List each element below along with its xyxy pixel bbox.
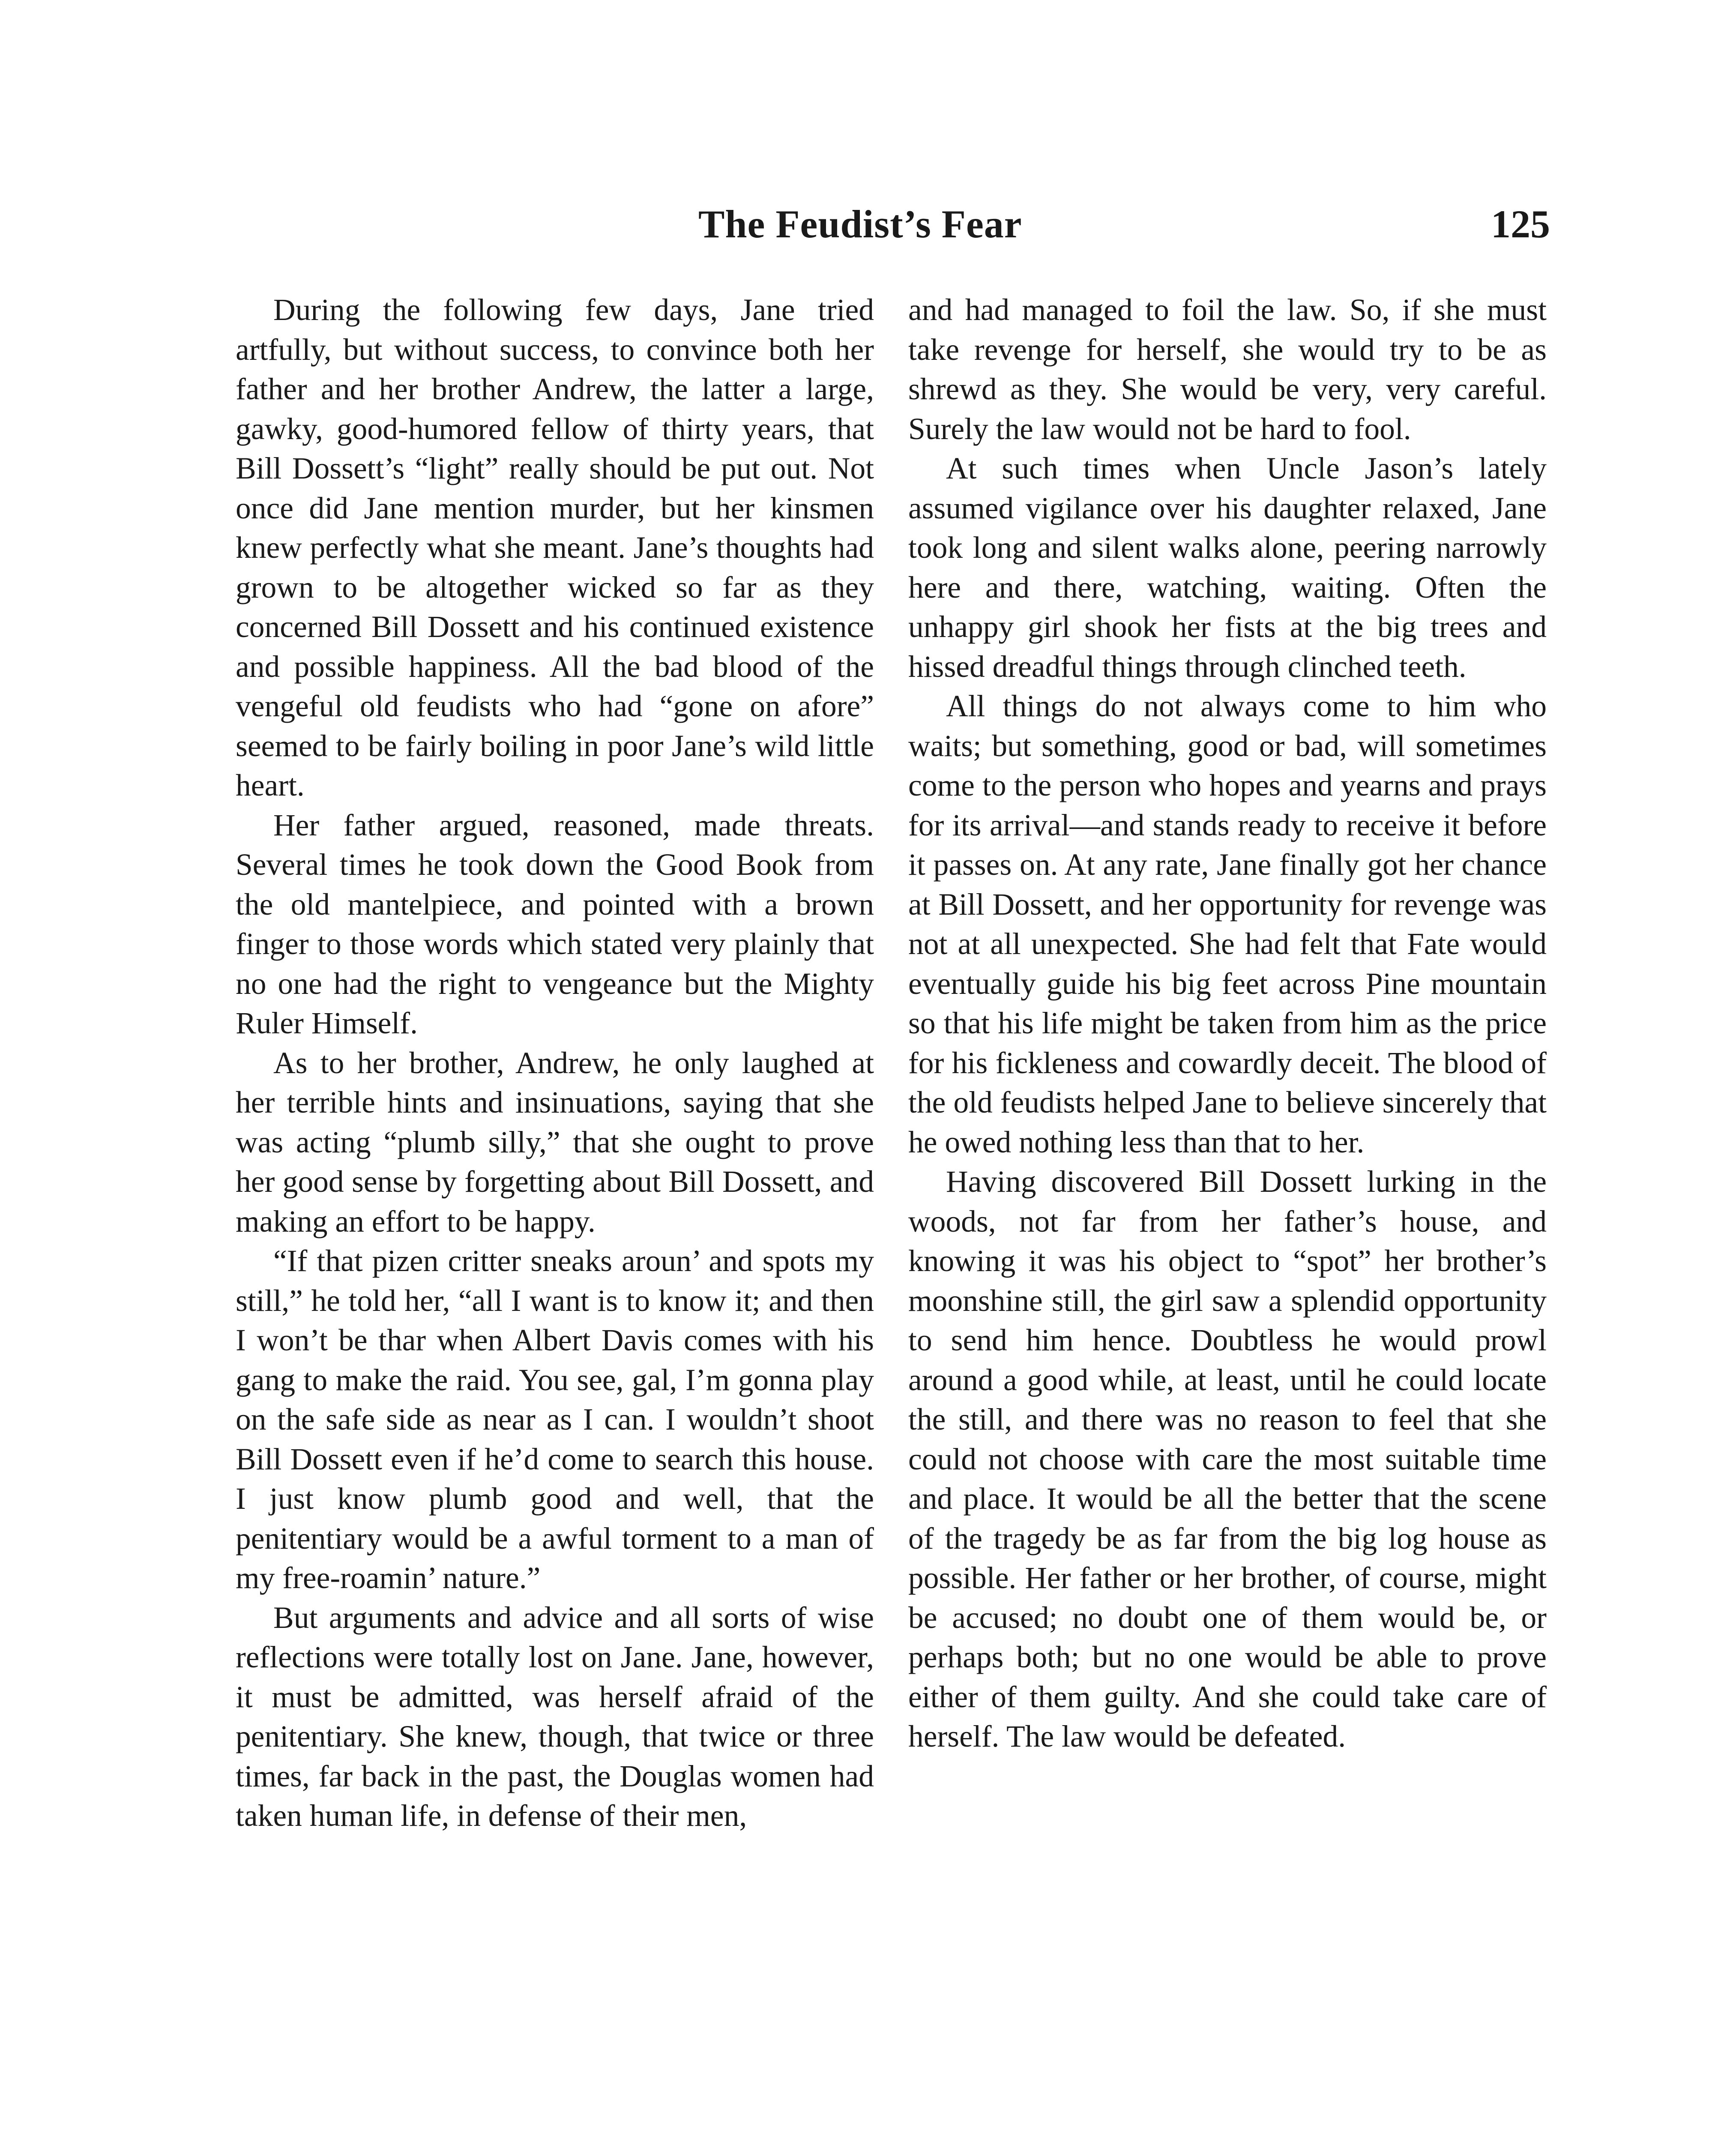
paragraph: As to her brother, Andrew, he only laughed at her terrible hints and insinuations, saying that she was acting “plumb silly,” that she ought to prove her good sense by forgetting about Bill Dossett, and making an effort to be happy. [236, 1046, 874, 1239]
right-column [908, 290, 1547, 1757]
page-number: 125 [1491, 202, 1550, 246]
paragraph-continuation: and had managed to foil the law. So, if she must take revenge for herself, she would try to be as shrewd as they. She would be very, very careful. Surely the law would not be hard to fool. [908, 293, 1547, 446]
paragraph: But arguments and advice and all sorts of wise reflections were totally lost on Jane. Jane, however, it must be admitted, was herself afraid of the penitentiary. She knew, though, that twice or three times, far back in the past, the Douglas women had taken human life, in defense of their men, [236, 1601, 874, 1833]
paragraph: Having discovered Bill Dossett lurking in the woods, not far from her father’s house, and knowing it was his object to “spot” her brother’s moonshine still, the girl saw a splendid opportunity to send him hence. Doubtless he would prowl around a good while, at least, until he could locate the still, and there was no reason to feel that she could not choose with care the most suitable time and place. It would be all the better that the scene of the tragedy be as far from the big log house as possible. Her father or her brother, of course, might be accused; no doubt one of them would be, or perhaps both; but no one would be able to prove either of them guilty. And she could take care of herself. The law would be defeated. [908, 1165, 1547, 1753]
paragraph: Her father argued, reasoned, made threats. Several times he took down the Good Book from the old mantelpiece, and pointed with a brown finger to those words which stated very plainly that no one had the right to vengeance but the Mighty Ruler Himself. [236, 808, 874, 1040]
paragraph: “If that pizen critter sneaks aroun’ and spots my still,” he told her, “all I want is to know it; and then I won’t be thar when Albert Davis comes with his gang to make the raid. You see, gal, I’m gonna play on the safe side as near as I can. I wouldn’t shoot Bill Dossett even if he’d come to search this house. I just know plumb good and well, that the penitentiary would be a awful torment to a man of my free-roamin’ nature.” [236, 1244, 874, 1595]
paragraph: During the following few days, Jane tried artfully, but without success, to convince both her father and her brother Andrew, the latter a large, gawky, good-humored fellow of thirty years, that Bill Dossett’s “light” really should be put out. Not once did Jane mention murder, but her kinsmen knew perfectly what she meant. Jane’s thoughts had grown to be altogether wicked so far as they concerned Bill Dossett and his continued existence and possible happiness. All the bad blood of the vengeful old feudists who had “gone on afore” seemed to be fairly boiling in poor Jane’s wild little heart. [236, 293, 874, 802]
paragraph: All things do not always come to him who waits; but something, good or bad, will sometimes come to the person who hopes and yearns and prays for its arrival—and stands ready to receive it before it passes on. At any rate, Jane finally got her chance at Bill Dossett, and her opportunity for revenge was not at all unexpected. She had felt that Fate would eventually guide his big feet across Pine mountain so that his life might be taken from him as the price for his fickleness and cowardly deceit. The blood of the old feudists helped Jane to believe sincerely that he owed nothing less than that to her. [908, 689, 1547, 1159]
paragraph: At such times when Uncle Jason’s lately assumed vigilance over his daughter relaxed, Jane took long and silent walks alone, peering narrowly here and there, watching, waiting. Often the unhappy girl shook her fists at the big trees and hissed dreadful things through clinched teeth. [908, 452, 1547, 684]
running-head: The Feudist’s Fear [698, 202, 1022, 246]
left-column [236, 290, 874, 1836]
